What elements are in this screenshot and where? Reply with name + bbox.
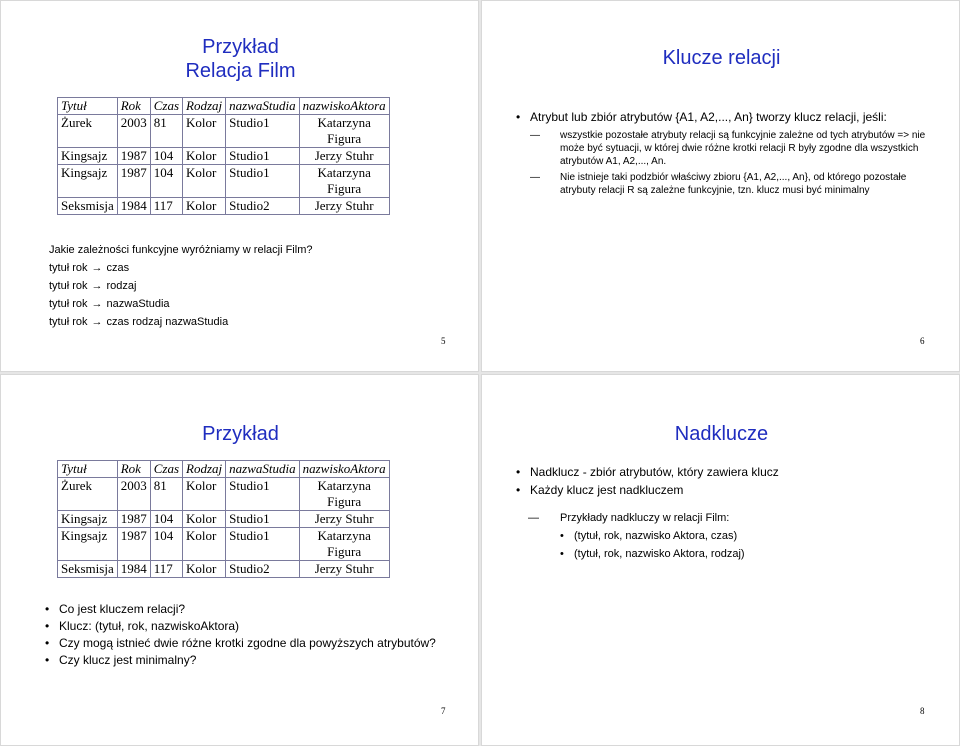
sub-heading-text: Przykłady nadkluczy w relacji Film: xyxy=(560,512,730,524)
table-cell: Studio1 xyxy=(226,115,299,148)
table-cell: 81 xyxy=(150,478,182,511)
table-cell: Studio1 xyxy=(226,478,299,511)
list-item xyxy=(516,481,936,499)
film-relation-table xyxy=(57,460,390,578)
fd-rhs: nazwaStudia xyxy=(106,298,170,310)
list-item xyxy=(516,109,926,197)
fd-lhs: tytuł rok xyxy=(49,298,88,310)
table-cell: Kolor xyxy=(183,198,226,215)
bullet-text: Co jest kluczem relacji? xyxy=(59,602,186,616)
bullet-list xyxy=(516,463,936,499)
column-header: nazwaStudia xyxy=(226,461,299,478)
table-cell: Kolor xyxy=(183,115,226,148)
slide-6 xyxy=(481,0,960,372)
table-cell: Studio2 xyxy=(226,561,299,578)
table-cell: Kolor xyxy=(183,165,226,198)
fd-rhs: rodzaj xyxy=(106,280,137,292)
table-cell: Kingsajz xyxy=(58,511,118,528)
bullet-text: Każdy klucz jest nadkluczem xyxy=(530,483,684,497)
bullet-list xyxy=(45,601,445,669)
table-cell: 1987 xyxy=(117,148,150,165)
table-cell: Katarzyna Figura xyxy=(299,478,389,511)
list-item xyxy=(530,129,926,168)
question-text: Jakie zależności funkcyjne wyróżniamy w relacji Film? xyxy=(49,244,313,256)
arrow-icon: → xyxy=(91,280,103,292)
arrow-icon: → xyxy=(91,262,103,274)
column-header: Czas xyxy=(150,461,182,478)
bullet-icon: • xyxy=(516,110,521,124)
table-cell: Kolor xyxy=(183,561,226,578)
table-cell: Jerzy Stuhr xyxy=(299,511,389,528)
fd-question-block xyxy=(49,241,312,331)
sub-bullet-list xyxy=(530,129,926,197)
column-header: Czas xyxy=(150,98,182,115)
slide-title: Przykład xyxy=(202,423,279,445)
list-item xyxy=(45,601,445,618)
table-cell: Seksmisja xyxy=(58,561,118,578)
list-item xyxy=(45,652,445,669)
arrow-icon: → xyxy=(91,316,103,328)
page-number: 7 xyxy=(441,706,446,716)
functional-dependency xyxy=(49,277,312,295)
table-cell: 1984 xyxy=(117,561,150,578)
bullet-icon: • xyxy=(560,530,564,542)
table-cell: Kingsajz xyxy=(58,165,118,198)
table-cell: 117 xyxy=(150,198,182,215)
table-cell: Kolor xyxy=(183,528,226,561)
column-header: Rodzaj xyxy=(183,98,226,115)
sub-bullet-text: wszystkie pozostałe atrybuty relacji są funkcyjnie zależne od tych atrybutów => nie może być sytuacji, w której dwie różne krotki relacji R były zgodne dla wszystkich atrybutów A1, A2,..., An. xyxy=(560,130,926,167)
list-item xyxy=(516,509,936,563)
table-row xyxy=(58,528,390,561)
dash-icon: — xyxy=(530,172,540,183)
list-item xyxy=(560,527,936,545)
table-cell: 104 xyxy=(150,511,182,528)
functional-dependency xyxy=(49,259,312,277)
table-row xyxy=(58,561,390,578)
sub-bullet-text: Nie istnieje taki podzbiór właściwy zbioru {A1, A2,..., An}, od którego pozostałe atrybuty relacji R są zależne funkcyjnie, tzn. klucz musi być minimalny xyxy=(560,172,907,196)
table-cell: 1987 xyxy=(117,528,150,561)
table-cell: 104 xyxy=(150,165,182,198)
table-cell: Studio1 xyxy=(226,165,299,198)
column-header: Rok xyxy=(117,461,150,478)
table-cell: Studio2 xyxy=(226,198,299,215)
column-header: nazwaStudia xyxy=(226,98,299,115)
column-header: Tytuł xyxy=(58,98,118,115)
table-cell: 81 xyxy=(150,115,182,148)
bullet-icon: • xyxy=(516,483,521,497)
bullet-icon: • xyxy=(45,653,50,667)
table-cell: Kingsajz xyxy=(58,148,118,165)
table-cell: Kolor xyxy=(183,478,226,511)
table-cell: Studio1 xyxy=(226,148,299,165)
film-relation-table xyxy=(57,97,390,215)
fd-lhs: tytuł rok xyxy=(49,280,88,292)
table-row xyxy=(58,115,390,148)
table-cell: 104 xyxy=(150,528,182,561)
page-number: 5 xyxy=(441,336,446,346)
bullet-icon: • xyxy=(516,465,521,479)
example-list xyxy=(560,527,936,563)
dash-icon: — xyxy=(528,512,539,524)
table-cell: Seksmisja xyxy=(58,198,118,215)
table-cell: Kingsajz xyxy=(58,528,118,561)
table-cell: Żurek xyxy=(58,478,118,511)
bullet-list xyxy=(516,109,926,200)
bullet-icon: • xyxy=(560,548,564,560)
table-row xyxy=(58,165,390,198)
list-item xyxy=(530,171,926,197)
column-header: nazwiskoAktora xyxy=(299,98,389,115)
table-cell: 2003 xyxy=(117,115,150,148)
arrow-icon: → xyxy=(91,298,103,310)
table-row xyxy=(58,478,390,511)
fd-lhs: tytuł rok xyxy=(49,316,88,328)
functional-dependency xyxy=(49,295,312,313)
example-text: (tytuł, rok, nazwisko Aktora, czas) xyxy=(574,530,738,542)
table-cell: 1984 xyxy=(117,198,150,215)
table-cell: 117 xyxy=(150,561,182,578)
table-cell: Żurek xyxy=(58,115,118,148)
example-text: (tytuł, rok, nazwisko Aktora, rodzaj) xyxy=(574,548,745,560)
bullet-text: Czy mogą istnieć dwie różne krotki zgodne dla powyższych atrybutów? xyxy=(59,636,436,650)
sub-bullet-list xyxy=(516,509,936,563)
table-row xyxy=(58,198,390,215)
bullet-icon: • xyxy=(45,636,50,650)
title-line: Przykład xyxy=(202,36,279,58)
fd-lhs: tytuł rok xyxy=(49,262,88,274)
slide-7 xyxy=(0,374,479,746)
table-cell: Studio1 xyxy=(226,511,299,528)
column-header: nazwiskoAktora xyxy=(299,461,389,478)
table-cell: 104 xyxy=(150,148,182,165)
table-cell: Katarzyna Figura xyxy=(299,115,389,148)
table-cell: Jerzy Stuhr xyxy=(299,561,389,578)
subtitle-line: Relacja Film xyxy=(185,60,296,82)
table-cell: 2003 xyxy=(117,478,150,511)
table-row xyxy=(58,511,390,528)
slide-title: Nadklucze xyxy=(674,423,769,445)
table-cell: Katarzyna Figura xyxy=(299,165,389,198)
list-item xyxy=(560,545,936,563)
table-header-row xyxy=(58,461,390,478)
bullet-text: Atrybut lub zbiór atrybutów {A1, A2,..., An} tworzy klucz relacji, jeśli: xyxy=(530,110,887,124)
table-cell: Katarzyna Figura xyxy=(299,528,389,561)
table-cell: Kolor xyxy=(183,511,226,528)
table-cell: Jerzy Stuhr xyxy=(299,148,389,165)
table-cell: Kolor xyxy=(183,148,226,165)
table-cell: Studio1 xyxy=(226,528,299,561)
bullet-text: Klucz: (tytuł, rok, nazwiskoAktora) xyxy=(59,619,240,633)
table-header-row xyxy=(58,98,390,115)
column-header: Tytuł xyxy=(58,461,118,478)
bullet-icon: • xyxy=(45,619,50,633)
column-header: Rok xyxy=(117,98,150,115)
slide-5 xyxy=(0,0,479,372)
page-number: 6 xyxy=(920,336,925,346)
list-item xyxy=(516,463,936,481)
bullet-text: Czy klucz jest minimalny? xyxy=(59,653,197,667)
list-item xyxy=(45,618,445,635)
list-item xyxy=(45,635,445,652)
table-cell: 1987 xyxy=(117,165,150,198)
page-number: 8 xyxy=(920,706,925,716)
column-header: Rodzaj xyxy=(183,461,226,478)
table-row xyxy=(58,148,390,165)
fd-rhs: czas xyxy=(106,262,130,274)
slide-8 xyxy=(481,374,960,746)
table-cell: Jerzy Stuhr xyxy=(299,198,389,215)
bullet-text: Nadklucz - zbiór atrybutów, który zawiera klucz xyxy=(530,465,779,479)
table-cell: 1987 xyxy=(117,511,150,528)
functional-dependency xyxy=(49,313,312,331)
fd-rhs: czas rodzaj nazwaStudia xyxy=(106,316,229,328)
slide-title xyxy=(1,35,480,83)
dash-icon: — xyxy=(530,130,540,141)
bullet-icon: • xyxy=(45,602,50,616)
slide-title: Klucze relacji xyxy=(662,47,781,69)
